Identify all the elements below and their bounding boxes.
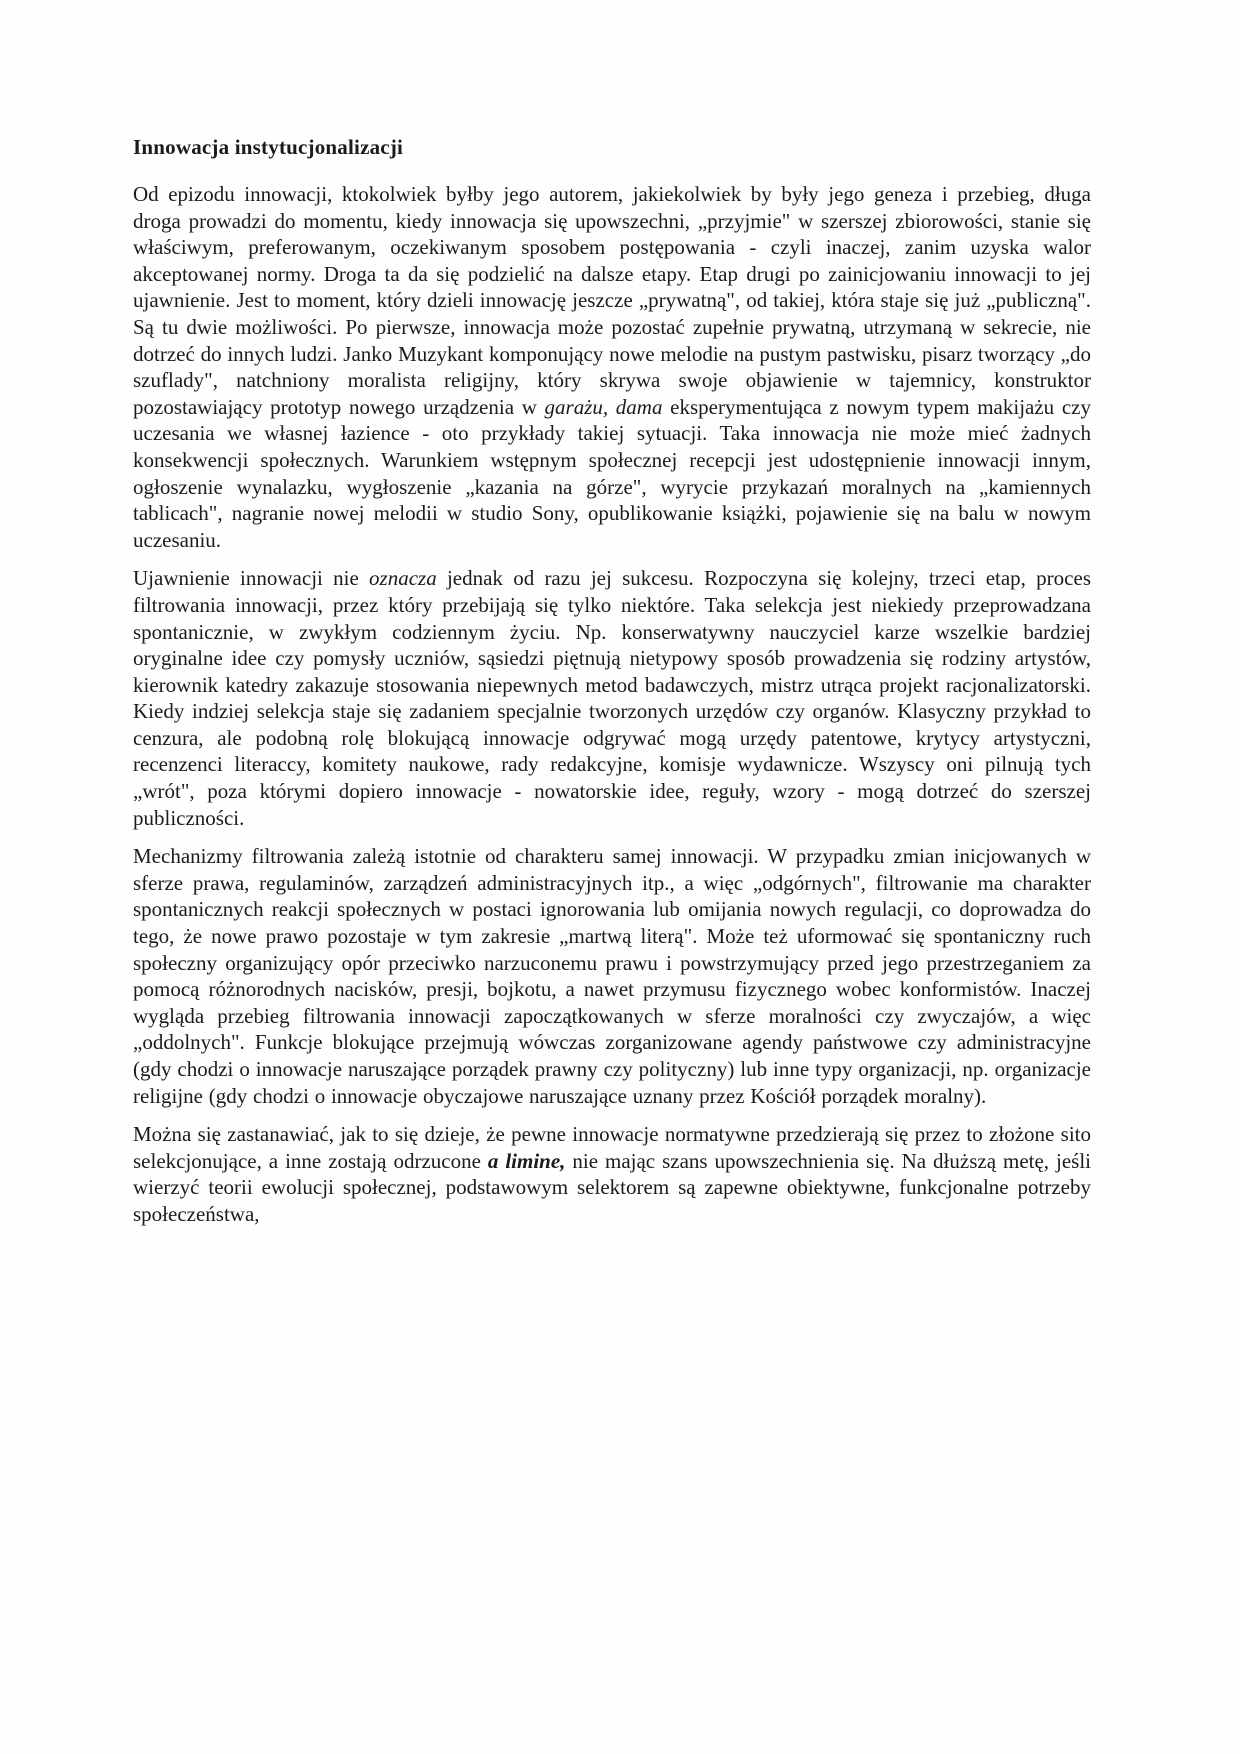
paragraph-1 xyxy=(133,181,1091,553)
paragraph-2-text-continued: jednak od razu jej sukcesu. Rozpoczyna się kolejny, trzeci etap, proces filtrowania innowacji, przez który przebijają się tylko niektóre. Taka selekcja jest niekiedy przeprowadzana spontanicznie, w zwykłym codziennym życiu. Np. konserwatywny nauczyciel karze wszelkie bardziej oryginalne idee czy pomysły uczniów, sąsiedzi piętnują nietypowy sposób prowadzenia się rodziny artystów, kierownik katedry zakazuje stosowania niepewnych metod badawczych, mistrz utrąca projekt racjonalizatorski. Kiedy indziej selekcja staje się zadaniem specjalnie tworzonych urzędów czy organów. Klasyczny przykład to cenzura, ale podobną rolę blokującą innowacje odgrywać mogą urzędy patentowe, krytycy artystyczni, recenzenci literaccy, komitety naukowe, rady redakcyjne, komisje wydawnicze. Wszyscy oni pilnują tych „wrót", poza którymi dopiero innowacje - nowatorskie idee, reguły, wzory - mogą dotrzeć do szerszej publiczności. xyxy=(133,566,1091,830)
paragraph-4-text: Można się zastanawiać, jak to się dzieje, że pewne innowacje normatywne przedzierają się przez to złożone sito selekcjonujące, a inne zostają odrzucone xyxy=(133,1122,1091,1173)
text-column xyxy=(133,135,1091,1240)
paragraph-1-text-continued: eksperymentująca z nowym typem makijażu czy uczesania we własnej łazience - oto przykłady takiej sytuacji. Taka innowacja nie może mieć żadnych konsekwencji społecznych. Warunkiem wstępnym społecznej recepcji jest udostępnienie innowacji innym, ogłoszenie wynalazku, wygłoszenie „kazania na górze", wyrycie przykazań moralnych na „kamiennych tablicach", nagranie nowej melodii w studio Sony, opublikowanie książki, pojawienie się na balu w nowym uczesaniu. xyxy=(133,394,1091,552)
paragraph-1-italic-phrase: garażu, dama xyxy=(544,394,663,419)
paragraph-1-text: Od epizodu innowacji, ktokolwiek byłby jego autorem, jakiekolwiek by były jego geneza i przebieg, długa droga prowadzi do momentu, kiedy innowacja się upowszechni, „przyjmie" w szerszej zbiorowości, stanie się właściwym, preferowanym, oczekiwanym sposobem postępowania - czyli inaczej, zanim uzyska walor akceptowanej normy. Droga ta da się podzielić na dalsze etapy. Etap drugi po zainicjowaniu innowacji to jej ujawnienie. Jest to moment, który dzieli innowację jeszcze „prywatną", od takiej, która staje się już „publiczną". Są tu dwie możliwości. Po pierwsze, innowacja może pozostać zupełnie prywatną, utrzymaną w sekrecie, nie dotrzeć do innych ludzi. Janko Muzykant komponujący nowe melodie na pustym pastwisku, pisarz tworzący „do szuflady", natchniony moralista religijny, który skrywa swoje objawienie w tajemnicy, konstruktor pozostawiający prototyp nowego urządzenia w xyxy=(133,182,1091,419)
paragraph-3-text: Mechanizmy filtrowania zależą istotnie od charakteru samej innowacji. W przypadku zmian inicjowanych w sferze prawa, regulaminów, zarządzeń administracyjnych itp., a więc „odgórnych", filtrowanie ma charakter spontanicznych reakcji społecznych w postaci ignorowania lub omijania nowych regulacji, co doprowadza do tego, że nowe prawo pozostaje w tym zakresie „martwą literą". Może też uformować się spontaniczny ruch społeczny organizujący opór przeciwko narzuconemu prawu i powstrzymujący przed jego przestrzeganiem za pomocą różnorodnych nacisków, presji, bojkotu, a nawet przymusu fizycznego wobec konformistów. Inaczej wygląda przebieg filtrowania innowacji zapoczątkowanych w sferze moralności czy zwyczajów, a więc „oddolnych". Funkcje blokujące przejmują wówczas zorganizowane agendy państwowe czy administracyjne (gdy chodzi o innowacje naruszające porządek prawny czy polityczny) lub inne typy organizacji, np. organizacje religijne (gdy chodzi o innowacje obyczajowe naruszające uznany przez Kościół porządek moralny). xyxy=(133,844,1091,1108)
paragraph-2 xyxy=(133,565,1091,831)
paragraph-4-text-continued: nie mając szans upowszechnienia się. Na dłuższą metę, jeśli wierzyć teorii ewolucji społecznej, podstawowym selektorem są zapewne obiektywne, funkcjonalne potrzeby społeczeństwa, xyxy=(133,1148,1091,1226)
paragraph-2-text: Ujawnienie innowacji nie xyxy=(133,566,370,591)
page-title: Innowacja instytucjonalizacji xyxy=(133,135,404,159)
paragraph-4 xyxy=(133,1121,1091,1227)
paragraph-2-italic-phrase: oznacza xyxy=(369,566,437,591)
paragraph-4-italic-phrase: a limine, xyxy=(487,1148,566,1173)
paragraph-3 xyxy=(133,843,1091,1109)
